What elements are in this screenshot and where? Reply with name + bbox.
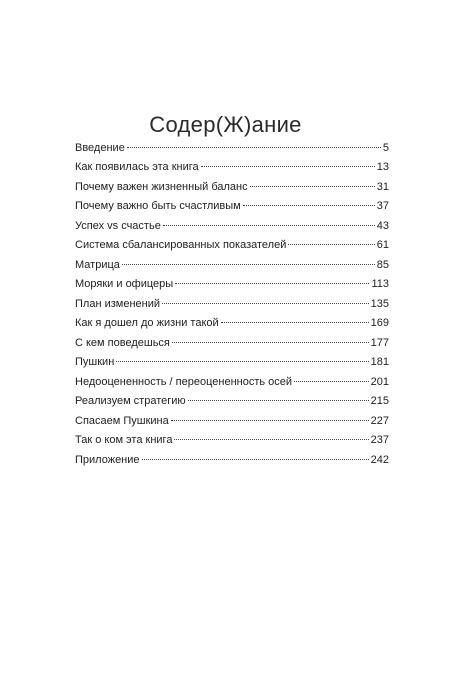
toc-entry <box>75 353 389 372</box>
dot-leader <box>175 283 369 284</box>
toc-entry <box>75 256 389 275</box>
dot-leader <box>174 439 368 440</box>
dot-leader <box>201 166 375 167</box>
dot-leader <box>188 400 369 401</box>
dot-leader <box>142 459 369 460</box>
toc-entry <box>75 217 389 236</box>
dot-leader <box>172 342 369 343</box>
toc-entry-title: Система сбалансированных показателей <box>75 239 287 252</box>
toc-entry <box>75 373 389 392</box>
toc-page-number: 201 <box>370 375 389 388</box>
toc-entry-title: Введение <box>75 142 125 154</box>
toc-entry <box>75 392 389 411</box>
toc-page-number: 43 <box>376 219 389 232</box>
toc-entry-title: Приложение <box>75 453 140 466</box>
toc-entry <box>75 412 389 431</box>
dot-leader <box>250 186 375 187</box>
toc-page-number: 61 <box>376 239 389 252</box>
toc-entry <box>75 178 389 197</box>
toc-page-number: 85 <box>376 258 389 271</box>
toc-page-number: 181 <box>370 356 389 369</box>
dot-leader <box>221 322 369 323</box>
toc-entry-title: Как появилась эта книга <box>75 161 199 174</box>
toc-entry <box>75 275 389 294</box>
toc-page-number: 37 <box>376 200 389 213</box>
toc-page-number: 242 <box>370 453 389 466</box>
dot-leader <box>162 303 369 304</box>
toc-entry-title: С кем поведешься <box>75 336 170 349</box>
toc-page-number: 215 <box>370 395 389 408</box>
toc-entry-title: Пушкин <box>75 356 115 369</box>
dot-leader <box>116 361 368 362</box>
toc-entry-title: Недооцененность / переоцененность осей <box>75 375 293 388</box>
page-title: Содер(Ж)ание <box>149 111 302 137</box>
toc-entry <box>75 334 389 353</box>
dot-leader <box>243 205 375 206</box>
toc-entry <box>75 431 389 450</box>
toc-page-number: 31 <box>376 180 389 193</box>
toc-page-number: 5 <box>382 142 389 154</box>
toc-entry-title: План изменений <box>75 297 160 310</box>
toc-entry <box>75 451 389 470</box>
toc-entry-title: Матрица <box>75 258 120 271</box>
toc-page-number: 227 <box>370 414 389 427</box>
toc-entry <box>75 158 389 177</box>
toc-page-number: 169 <box>370 317 389 330</box>
dot-leader <box>294 381 369 382</box>
toc-entry <box>75 295 389 314</box>
toc-page-number: 13 <box>376 161 389 174</box>
dot-leader <box>288 244 374 245</box>
toc-entry-title: Успех vs счастье <box>75 219 161 232</box>
toc-entry-title: Как я дошел до жизни такой <box>75 317 219 330</box>
toc-entry <box>75 197 389 216</box>
toc-entry-title: Спасаем Пушкина <box>75 414 169 427</box>
dot-leader <box>127 147 381 148</box>
toc-entry <box>75 236 389 255</box>
toc-entry <box>75 139 389 158</box>
table-of-contents <box>75 139 389 470</box>
toc-entry <box>75 314 389 333</box>
dot-leader <box>171 420 369 421</box>
toc-page-number: 237 <box>370 434 389 447</box>
toc-entry-title: Так о ком эта книга <box>75 434 173 447</box>
toc-page-number: 135 <box>370 297 389 310</box>
toc-entry-title: Почему важно быть счастливым <box>75 200 241 213</box>
toc-entry-title: Почему важен жизненный баланс <box>75 180 248 193</box>
dot-leader <box>122 264 375 265</box>
toc-entry-title: Реализуем стратегию <box>75 395 186 408</box>
toc-entry-title: Моряки и офицеры <box>75 278 174 291</box>
dot-leader <box>163 225 375 226</box>
toc-page-number: 113 <box>371 278 389 291</box>
toc-page-number: 177 <box>370 336 389 349</box>
